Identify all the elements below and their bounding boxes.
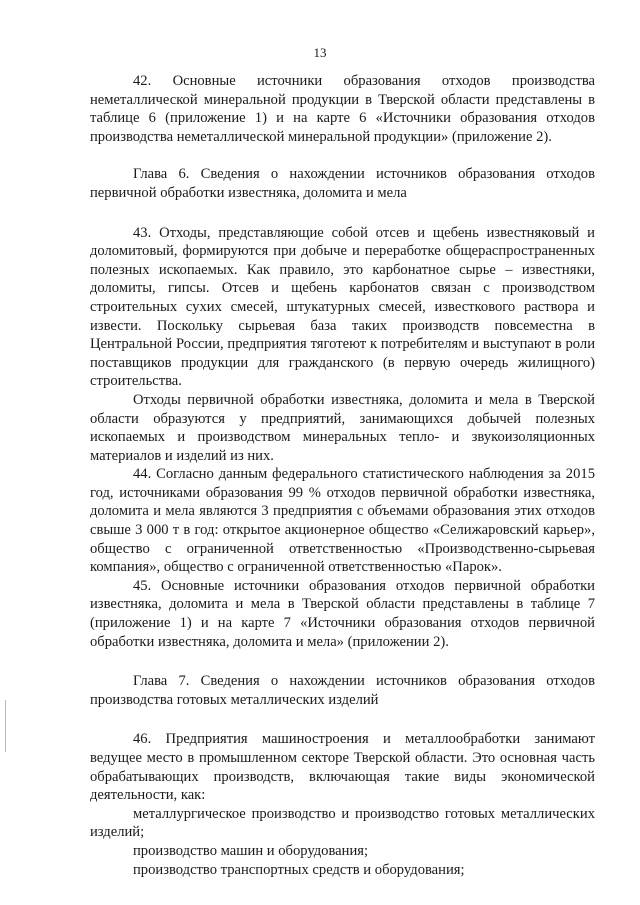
scan-edge-mark	[5, 700, 6, 752]
paragraph-45: 45. Основные источники образования отходов первичной обработки известняка, доломита и мела в Тверской области представлены в таблице 7 (приложение 1) и на карте 7 «Источники образования отходов первичной обработки известняка, доломита и мела» (приложении 2).	[90, 577, 595, 650]
paragraph-43: 43. Отходы, представляющие собой отсев и щебень известняковый и доломитовый, формируются при добыче и переработке общераспространенных полезных ископаемых. Как правило, это карбонатное сырье – известняки, доломиты, гипсы. Отсев и щебень карбонатов связан с производством строительных сухих смесей, штукатурных смесей, известкового раствора и извести. Поскольку сырьевая база таких производств повсеместна в Центральной России, предприятия тяготеют к потребителям и выступают в роли поставщиков продукции для гражданского (в первую очередь жилищного) строительства.	[90, 224, 595, 390]
document-body	[90, 72, 595, 879]
list-item-transport: производство транспортных средств и оборудования;	[133, 861, 465, 878]
page-number: 13	[313, 45, 327, 60]
chapter-6-heading: Глава 6. Сведения о нахождении источников образования отходов первичной обработки известняка, доломита и мела	[90, 166, 595, 201]
paragraph-44: 44. Согласно данным федерального статистического наблюдения за 2015 год, источниками образования 99 % отходов первичной обработки известняка, доломита и мела являются 3 предприятия с объемами образования этих отходов свыше 3 000 т в год: открытое акционерное общество «Селижаровский карьер», общество с ограниченной ответственностью «Производственно-сырьевая компания», общество с ограниченной ответственностью «Парок».	[90, 466, 595, 576]
paragraph-46: 46. Предприятия машиностроения и металлообработки занимают ведущее место в промышленном секторе Тверской области. Это основная часть обрабатывающих производств, включающая такие виды экономической деятельности, как:	[90, 731, 595, 804]
chapter-7-heading: Глава 7. Сведения о нахождении источников образования отходов производства готовых металлических изделий	[90, 673, 595, 708]
list-item-machinery: производство машин и оборудования;	[133, 842, 369, 859]
paragraph-43-continued: Отходы первичной обработки известняка, доломита и мела в Тверской области образуются у предприятий, занимающихся добычей полезных ископаемых и производством минеральных тепло- и звукоизоляционных материалов и изделий из них.	[90, 391, 595, 464]
paragraph-42: 42. Основные источники образования отходов производства неметаллической минеральной продукции в Тверской области представлены в таблице 6 (приложение 1) и на карте 6 «Источники образования отходов производства неметаллической минеральной продукции» (приложение 2).	[90, 73, 595, 145]
list-item-metallurgy: металлургическое производство и производство готовых металлических изделий;	[90, 805, 595, 841]
